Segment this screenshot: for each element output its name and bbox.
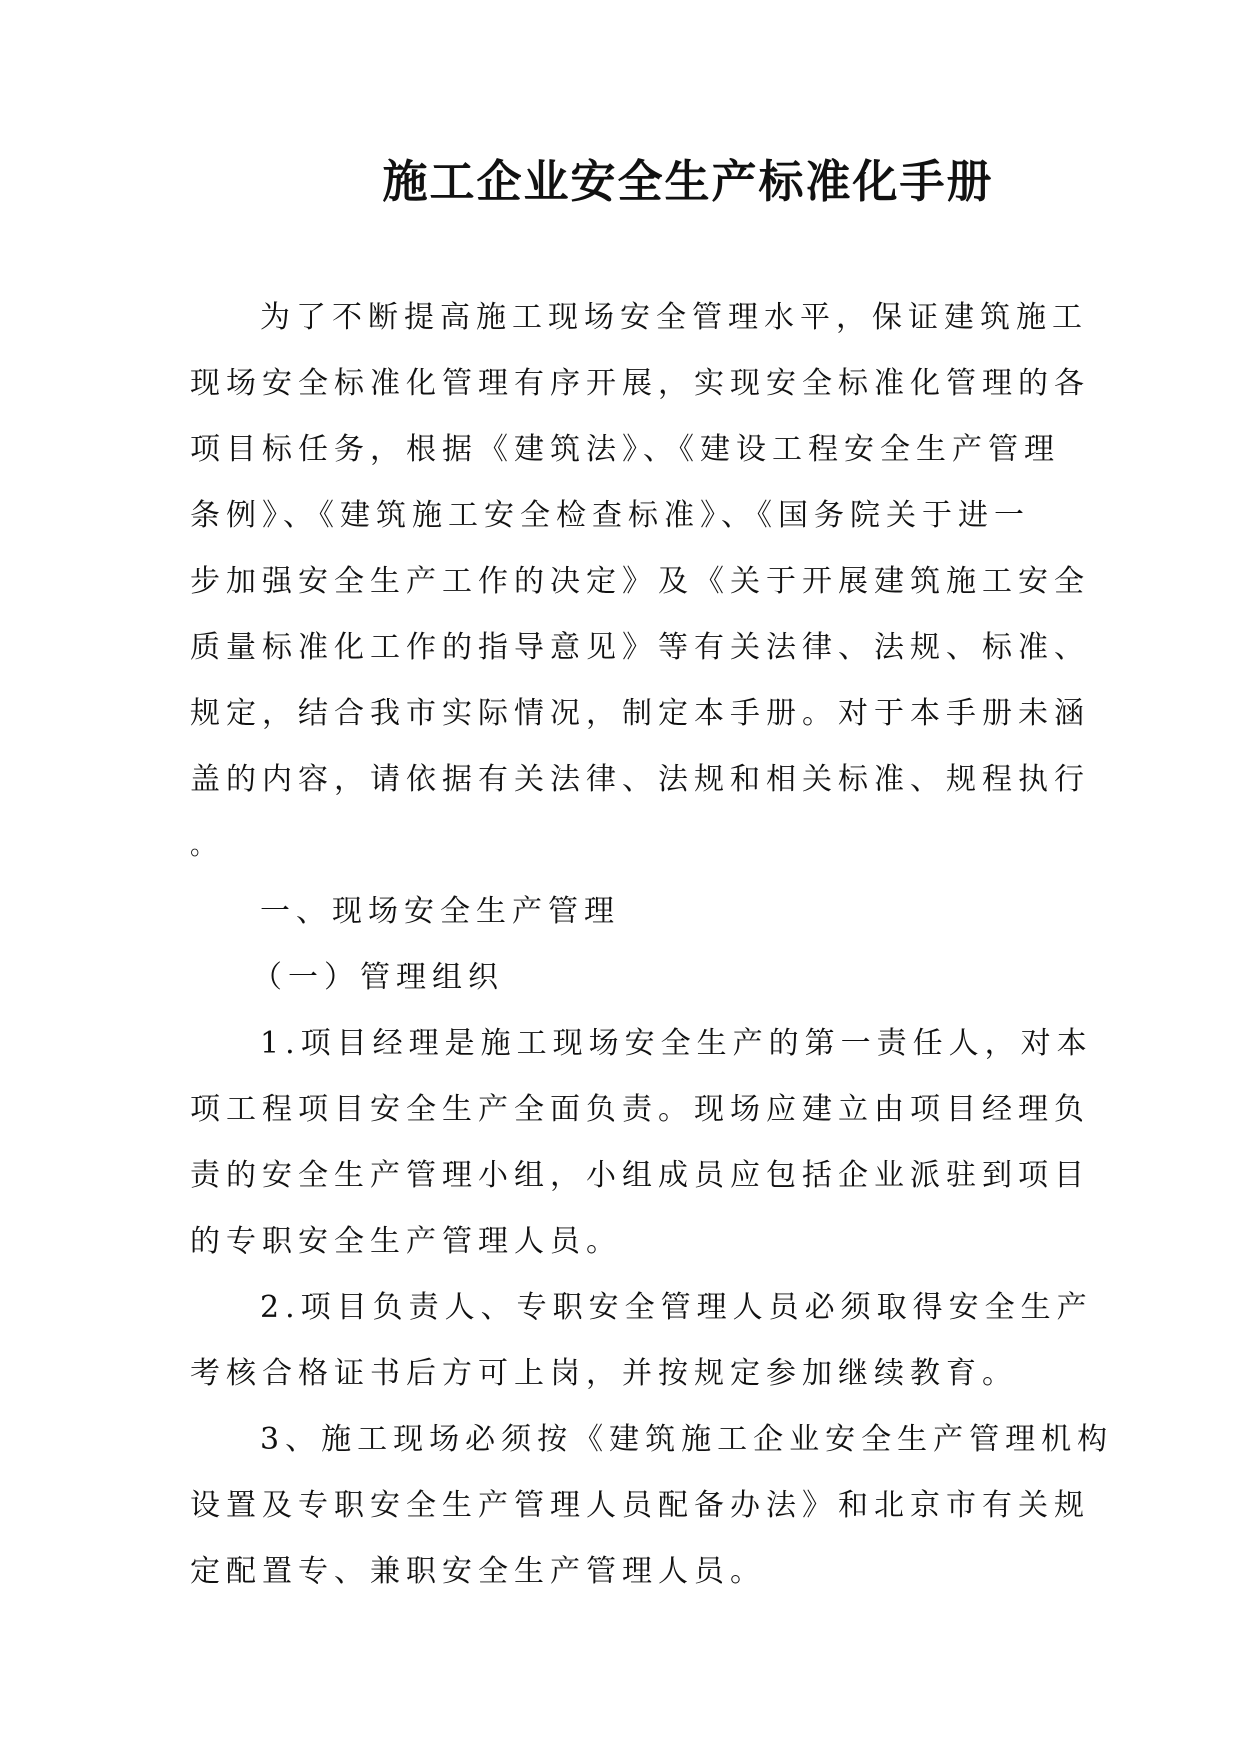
list-item-line: 项工程项目安全生产全面负责。现场应建立由项目经理负 — [190, 1092, 1090, 1127]
paragraph-line: 规定，结合我市实际情况，制定本手册。对于本手册未涵 — [190, 696, 1090, 731]
paragraph-line: 现场安全标准化管理有序开展，实现安全标准化管理的各 — [190, 366, 1090, 401]
paragraph-line: 。 — [190, 831, 223, 861]
list-item-line: 责的安全生产管理小组，小组成员应包括企业派驻到项目 — [190, 1158, 1090, 1193]
paragraph-line: 质量标准化工作的指导意见》等有关法律、法规、标准、 — [190, 630, 1090, 665]
document-body — [190, 285, 1114, 1605]
paragraph-line: 为了不断提高施工现场安全管理水平，保证建筑施工 — [260, 300, 1088, 335]
paragraph-line: 盖的内容，请依据有关法律、法规和相关标准、规程执行 — [190, 762, 1090, 797]
paragraph-line: 步加强安全生产工作的决定》及《关于开展建筑施工安全 — [190, 564, 1090, 599]
list-item-line: 考核合格证书后方可上岗，并按规定参加继续教育。 — [190, 1356, 1018, 1391]
section-heading: 一、现场安全生产管理 — [260, 894, 620, 929]
list-item-line: 的专职安全生产管理人员。 — [190, 1224, 622, 1259]
document-title: 施工企业安全生产标准化手册 — [382, 155, 994, 208]
list-item-line: 1.项目经理是施工现场安全生产的第一责任人，对本 — [260, 1026, 1093, 1061]
subsection-heading: （一）管理组织 — [252, 960, 504, 995]
list-item-line: 3、施工现场必须按《建筑施工企业安全生产管理机构 — [260, 1422, 1114, 1457]
paragraph-line: 条例》、《建筑施工安全检查标准》、《国务院关于进一 — [190, 498, 1030, 533]
list-item-line: 定配置专、兼职安全生产管理人员。 — [190, 1554, 766, 1589]
paragraph-line: 项目标任务，根据《建筑法》、《建设工程安全生产管理 — [190, 432, 1060, 467]
list-item-line: 设置及专职安全生产管理人员配备办法》和北京市有关规 — [190, 1488, 1090, 1523]
list-item-line: 2.项目负责人、专职安全管理人员必须取得安全生产 — [260, 1290, 1093, 1325]
